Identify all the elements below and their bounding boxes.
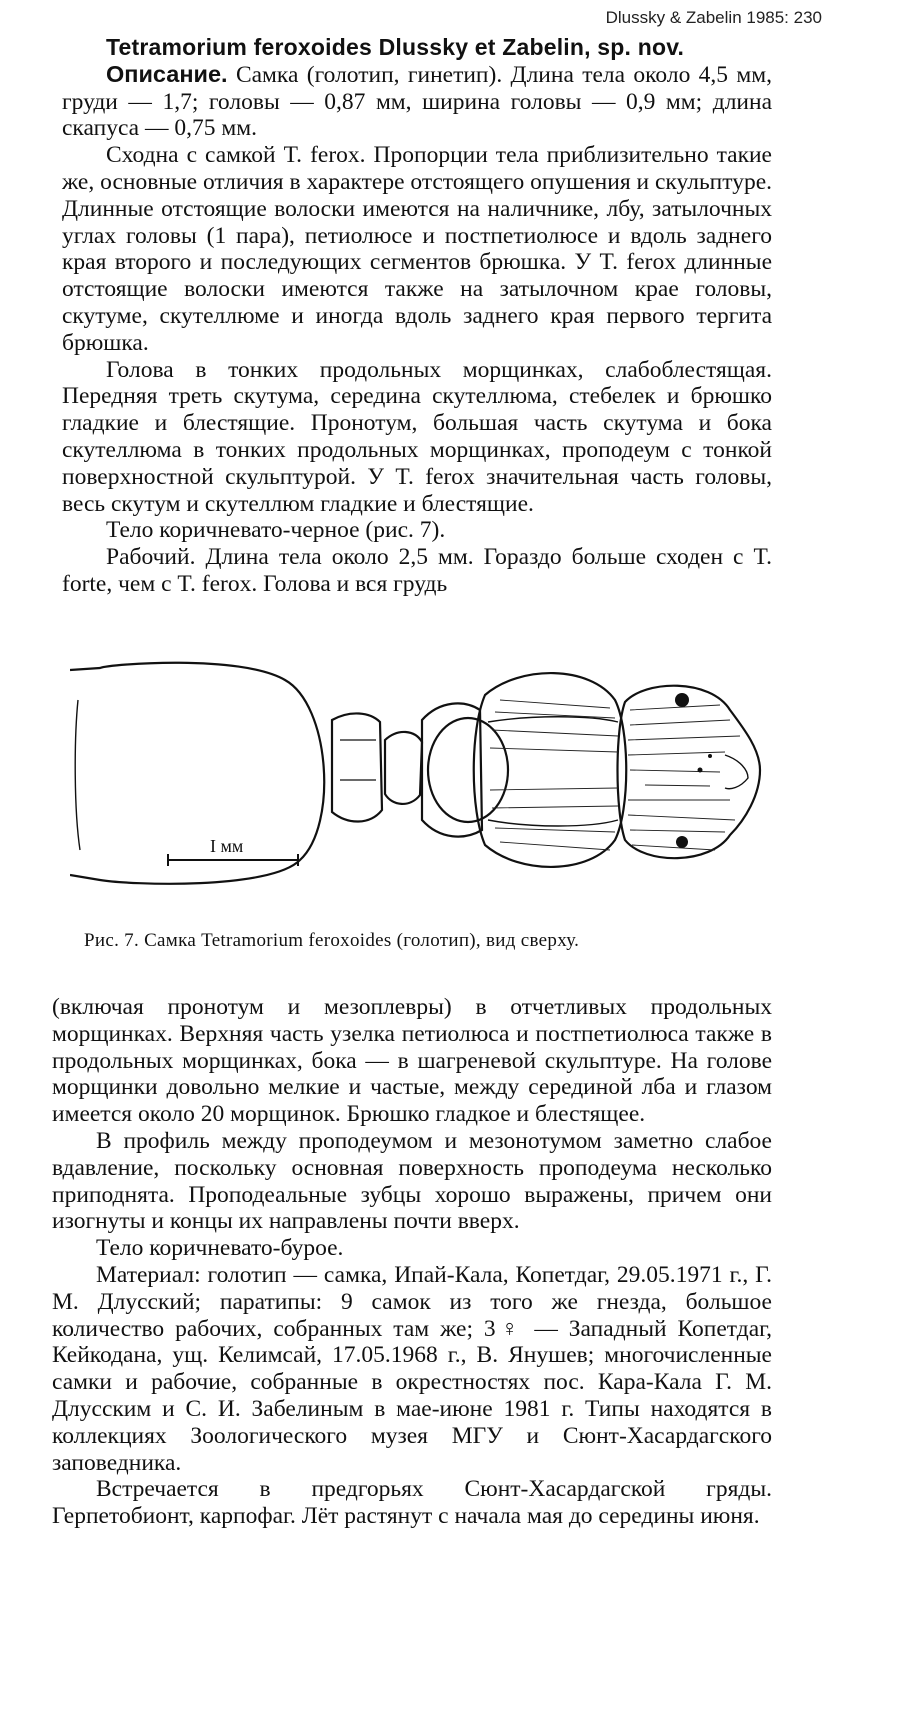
citation: Dlussky & Zabelin 1985: 230 — [605, 8, 822, 27]
paragraph-5: Рабочий. Длина тела около 2,5 мм. Гораздо больше сходен с T. forte, чем с T. ferox. Голова и вся грудь — [62, 544, 772, 597]
postpetiole — [332, 713, 382, 821]
paragraph-9: Материал: голотип — самка, Ипай-Кала, Копетдаг, 29.05.1971 г., Г. М. Длусский; паратипы: 9 самок из того же гнезда, большое количество рабочих, собранных там же; 3♀ — Западный Копетдаг, Кейкодана, ущ. Келимсай, 17.05.1968 г., В. Янушев; многочисленные самки и рабочие, собранные в окрестностях пос. Кара-Кала Г. М. Длусским и С. И. Забелиным в мае-июне 1981 г. Типы находятся в коллекциях Зоологического музея МГУ и Сюнт-Хасардагского заповедника. — [52, 1261, 772, 1476]
text-column-bottom — [52, 994, 772, 1530]
text-column-top — [62, 34, 772, 598]
paragraph-8: Тело коричневато-бурое. — [96, 1235, 344, 1262]
petiole — [385, 732, 422, 804]
eye-top — [675, 693, 689, 707]
figure-caption: Рис. 7. Самка Tetramorium feroxoides (голотип), вид сверху. — [84, 930, 580, 951]
paragraph-3: Голова в тонких продольных морщинках, слабоблестящая. Передняя треть скутума, середина скутеллюма, стебелек и брюшко гладкие и блестящие. Пронотум, большая часть скутума и бока скутеллюма в тонких продольных морщинках, проподеум с тонкой поверхностной скульптурой. У T. ferox значительная часть головы, весь скутум и скутеллюм гладкие и блестящие. — [62, 356, 772, 517]
scale-bar-label: I мм — [210, 836, 244, 856]
figure-ant-dorsal-view — [70, 660, 770, 900]
paragraph-2: Сходна с самкой T. ferox. Пропорции тела приблизительно такие же, основные отличия в характере отстоящего опушения и скульптуре. Длинные отстоящие волоски имеются на наличнике, лбу, затылочных углах головы (1 пара), петиолюсе и постпетиолюсе и вдоль заднего края второго и последующих сегментов брюшка. У T. ferox длинные отстоящие волоски имеются также на затылочном крае головы, скутуме, скутеллюме и иногда вдоль заднего края первого тергита брюшка. — [62, 142, 772, 356]
scale-bar — [168, 836, 298, 866]
head — [618, 686, 761, 858]
sculpture-striations — [490, 700, 740, 850]
paragraph-4: Тело коричневато-черное (рис. 7). — [106, 517, 446, 544]
scutellum — [428, 718, 508, 822]
description-label: Описание. — [106, 60, 228, 87]
paragraph-1: Самка (голотип, гинетип). Длина тела около 4,5 мм, груди — 1,7; головы — 0,87 мм, ширина головы — 0,9 мм; длина скапуса — 0,75 мм. — [62, 61, 772, 142]
gaster-outline — [70, 663, 324, 884]
paragraph-7: В профиль между проподеумом и мезонотумом заметно слабое вдавление, поскольку основная поверхность проподеума несколько приподнята. Проподеальные зубцы хорошо выражены, причем они изогнуты и концы их направлены почти вверх. — [52, 1127, 772, 1235]
paragraph-6: (включая пронотум и мезоплевры) в отчетливых продольных морщинках. Верхняя часть узелка петиолюса и постпетиолюса также в продольных морщинках, бока — в шагреневой скульптуре. На голове морщинки довольно мелкие и частые, между серединой лба и глазом имеется около 20 морщинок. Брюшко гладкое и блестящее. — [52, 994, 772, 1128]
ant-drawing — [70, 660, 770, 900]
paragraph-description — [62, 61, 772, 142]
gaster-segment-line — [75, 700, 80, 850]
paragraph-10: Встречается в предгорьях Сюнт-Хасардагской гряды. Герпетобионт, карпофаг. Лёт растянут с начала мая до середины июня. — [52, 1476, 772, 1530]
scutum — [474, 673, 627, 867]
species-title: Tetramorium feroxoides Dlussky et Zabelin, sp. nov. — [106, 34, 685, 60]
eye-bottom — [676, 836, 688, 848]
